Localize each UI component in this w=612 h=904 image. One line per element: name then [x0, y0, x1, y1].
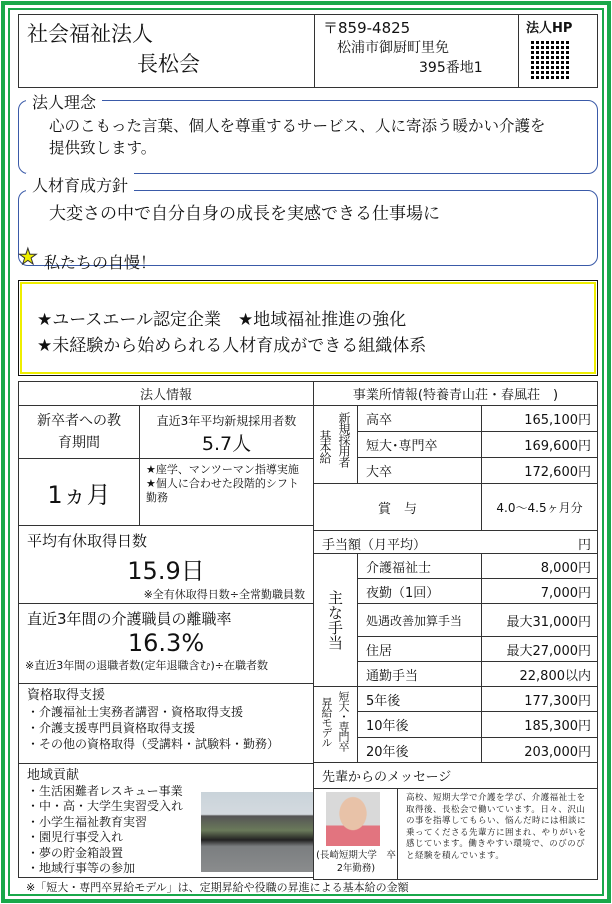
allowance-header — [313, 530, 598, 554]
senior-message-title: 先輩からのメッセージ — [313, 762, 598, 789]
turnover-value: 16.3% — [127, 629, 205, 657]
allowance-label: 夜勤（1回） — [357, 578, 482, 604]
hp-label: 法人HP — [526, 21, 573, 36]
qualification-item: ・その他の資格取得（受講料・試験料・勤務） — [27, 737, 280, 751]
pride-box — [18, 280, 598, 376]
pride-line2: ★未経験から始められる人材育成ができる組織体系 — [37, 336, 427, 356]
main-allowance-label-cell — [313, 553, 358, 687]
qualification-item: ・介護福祉士実務者講習・資格取得支援 — [27, 705, 244, 719]
philosophy-box — [18, 100, 598, 174]
allowance-unit: 円 — [577, 538, 591, 553]
allowance-label: 通勤手当 — [357, 661, 482, 687]
salary-value: 169,600円 — [481, 431, 598, 458]
office-info-header: 事業所情報(特養青山荘・春風荘 ) — [313, 381, 598, 406]
community-item: ・夢の貯金箱設置 — [27, 845, 124, 860]
community-item: ・園児行事受入れ — [27, 830, 124, 844]
address-line2: 395番地1 — [419, 60, 483, 76]
header-box — [18, 14, 598, 88]
allowance-header-label: 手当額（月平均） — [322, 538, 427, 553]
base-salary-label: 基本給 — [318, 430, 332, 463]
community-item: ・生活困難者レスキュー事業 — [27, 783, 183, 798]
main-allowance-label: 主な手当 — [326, 590, 344, 650]
turnover-note: ※直近3年間の退職者数(定年退職含む)÷在職者数 — [25, 659, 269, 672]
paid-leave-note: ※全有休取得日数÷全常勤職員数 — [143, 588, 305, 601]
new-hire-label: 新規採用者 — [337, 412, 351, 467]
senior-message-text: 高校、短期大学で介護を学び、介護福祉士を取得後、長松会で働いています。日々、沢山の事を指導してもらい、悩んだ時には相談に乗ってくださる先輩方に囲まれ、やりがいを感じています。働きやすい環境で、のびのびと経験を積んでいます。 — [397, 788, 598, 880]
bonus-label: 賞 与 — [313, 483, 482, 531]
allowance-value: 最大27,000円 — [481, 636, 598, 662]
qualification-item: ・介護支援専門員資格取得支援 — [27, 721, 196, 735]
qualification-title: 資格取得支援 — [27, 688, 106, 703]
qualification-cell — [18, 683, 314, 764]
pride-title: 私たちの自慢！ — [44, 253, 157, 272]
footnote: ※「短大・専門卒昇給モデル」は、定期昇給や役職の昇進による基本給の金額 — [26, 881, 409, 894]
raise-value: 203,000円 — [481, 737, 598, 763]
allowance-value: 最大31,000円 — [481, 603, 598, 637]
star-icon: ★ — [18, 245, 38, 270]
community-event-photo — [201, 792, 313, 872]
turnover-label: 直近3年間の介護職員の離職率 — [27, 610, 232, 628]
hire-count-label: 直近3年平均新規採用者数 — [156, 414, 297, 428]
senior-photo — [326, 792, 380, 846]
raise-label: 5年後 — [357, 686, 482, 712]
raise-model-label: 昇給モデル — [320, 697, 333, 747]
allowance-value: 8,000円 — [481, 553, 598, 579]
raise-label: 20年後 — [357, 737, 482, 763]
bonus-value: 4.0～4.5ヶ月分 — [481, 483, 598, 531]
philosophy-text: 心のこもった言葉、個人を尊重するサービス、人に寄添う暖かい介護を提供致します。 — [49, 117, 546, 157]
edu-notes: ★座学、マンツーマン指導実施 ★個人に合わせた段階的シフト勤務 — [139, 458, 314, 526]
base-salary-label-cell — [313, 405, 358, 484]
pride-line1: ★ユースエール認定企業 ★地域福祉推進の強化 — [37, 310, 407, 330]
salary-label: 高卒 — [357, 405, 482, 432]
salary-value: 172,600円 — [481, 457, 598, 484]
paid-leave-label: 平均有休取得日数 — [27, 532, 148, 550]
salary-label: 大卒 — [357, 457, 482, 484]
senior-caption: (長崎短期大学 卒2年勤務) — [316, 850, 396, 874]
address-line1: 松浦市御厨町里免 — [337, 40, 449, 56]
raise-model-sub: 短大・専門卒 — [337, 691, 350, 751]
philosophy-title: 法人理念 — [26, 90, 102, 113]
allowance-label: 介護福祉士 — [357, 553, 482, 579]
paid-leave-value: 15.9日 — [127, 557, 205, 585]
hire-count-cell — [139, 405, 314, 459]
allowance-label: 処遇改善加算手当 — [357, 603, 482, 637]
qr-code-icon[interactable] — [531, 39, 569, 79]
raise-label: 10年後 — [357, 711, 482, 738]
community-cell — [18, 763, 314, 878]
edu-period-value: 1ヵ月 — [18, 458, 140, 526]
community-item: ・中・高・大学生実習受入れ — [27, 799, 184, 813]
community-item: ・小学生福祉教育実習 — [27, 814, 148, 829]
allowance-label: 住居 — [357, 636, 482, 662]
hire-count-value: 5.7人 — [201, 433, 252, 455]
corp-info-header: 法人情報 — [18, 381, 314, 406]
allowance-value: 7,000円 — [481, 578, 598, 604]
training-policy-text: 大変さの中で自分自身の成長を実感できる仕事場に — [49, 204, 440, 224]
paid-leave-cell — [18, 525, 314, 604]
raise-model-label-cell — [313, 686, 358, 763]
training-policy-title: 人材育成方針 — [26, 173, 134, 196]
org-name: 長松会 — [137, 52, 200, 76]
edu-period-label: 新卒者への教育期間 — [18, 405, 140, 459]
salary-value: 165,100円 — [481, 405, 598, 432]
postal-code: 〒859-4825 — [323, 19, 411, 37]
community-title: 地域貢献 — [27, 768, 80, 783]
salary-label: 短大･専門卒 — [357, 431, 482, 458]
allowance-value: 22,800以内 — [481, 661, 598, 687]
community-item: ・地域行事等の参加 — [27, 861, 136, 875]
org-type: 社会福祉法人 — [27, 22, 153, 46]
raise-value: 177,300円 — [481, 686, 598, 712]
raise-value: 185,300円 — [481, 711, 598, 738]
turnover-cell — [18, 603, 314, 684]
senior-photo-cell — [313, 788, 398, 880]
